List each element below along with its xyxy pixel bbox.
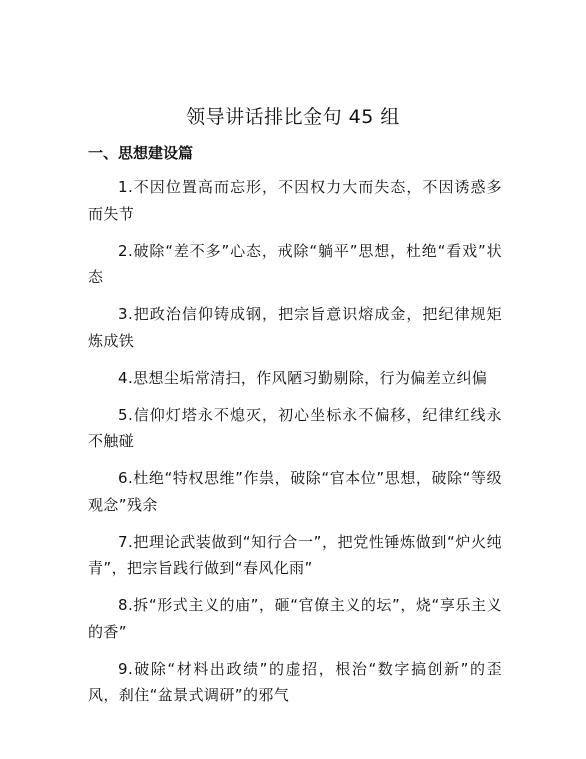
list-item: 9.破除“材料出政绩”的虚招，根治“数字搞创新”的歪风，刹住“盆景式调研”的邪气 (88, 659, 502, 704)
list-item: 3.把政治信仰铸成钢，把宗旨意识熔成金，把纪律规矩炼成铁 (88, 305, 502, 350)
list-item: 1.不因位置高而忘形，不因权力大而失态，不因诱惑多而失节 (88, 178, 502, 223)
document-title: 领导讲话排比金句 45 组 (186, 106, 400, 128)
list-item: 2.破除“差不多”心态，戒除“躺平”思想，杜绝“看戏”状态 (88, 241, 502, 286)
list-item: 5.信仰灯塔永不熄灭，初心坐标永不偏移，纪律红线永不触碰 (88, 405, 502, 450)
list-item: 6.杜绝“特权思维”作祟，破除“官本位”思想，破除“等级观念”残余 (88, 469, 502, 514)
section-heading: 一、思想建设篇 (88, 144, 194, 162)
list-item: 4.思想尘垢常清扫，作风陋习勤剔除，行为偏差立纠偏 (118, 368, 488, 387)
list-item: 7.把理论武装做到“知行合一”，把党性锤炼做到“炉火纯青”，把宗旨践行做到“春风化雨” (88, 532, 502, 577)
item-list (88, 174, 502, 719)
list-item: 8.拆“形式主义的庙”，砸“官僚主义的坛”，烧“享乐主义的香” (88, 596, 502, 641)
